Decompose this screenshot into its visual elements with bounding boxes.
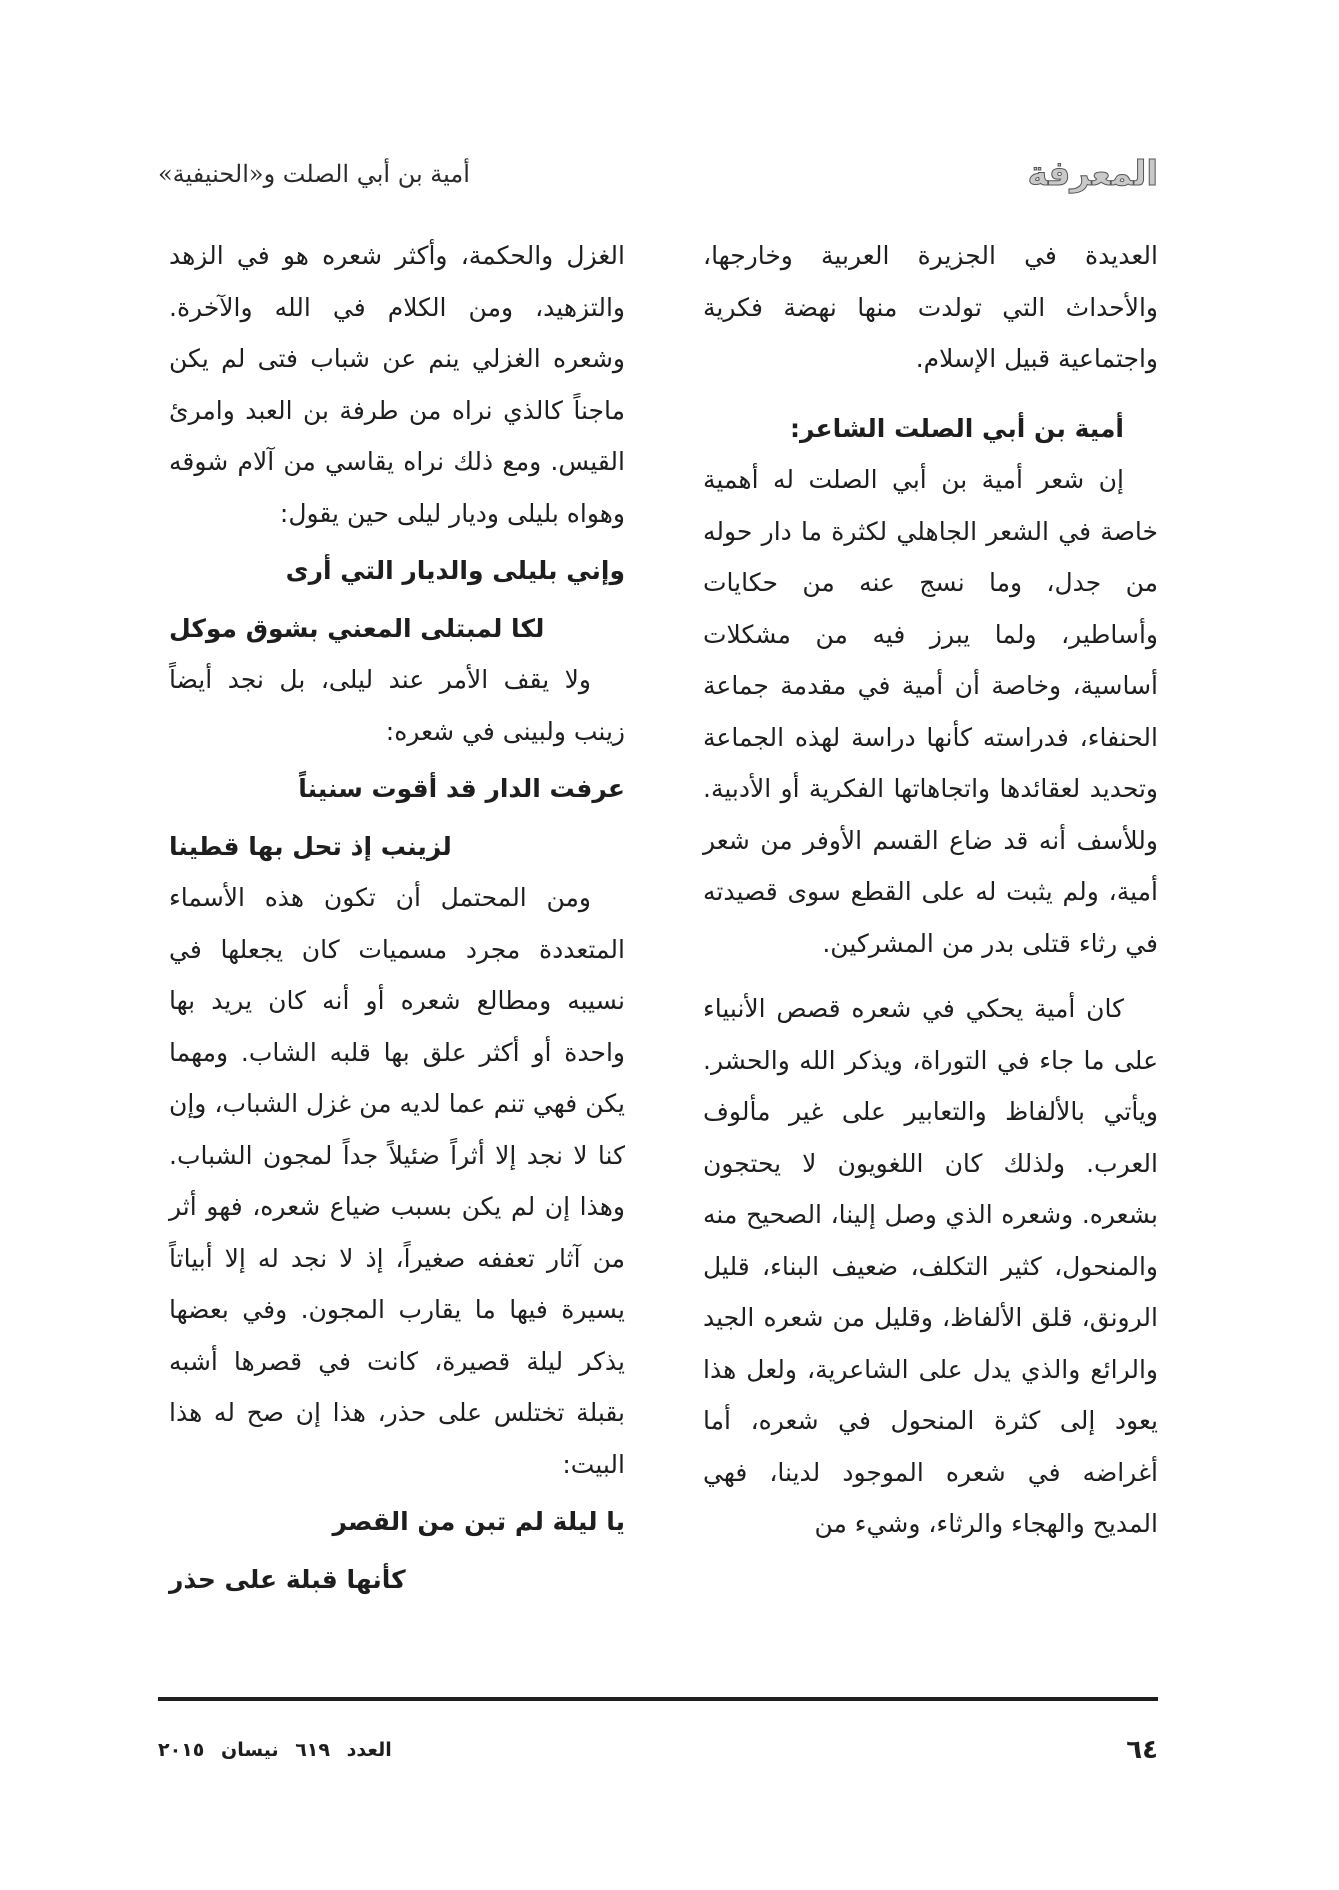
page-number: ٦٤	[1126, 1735, 1158, 1765]
section-heading: أمية بن أبي الصلت الشاعر:	[789, 413, 1124, 443]
footer-divider	[158, 1697, 1158, 1701]
running-title: أمية بن أبي الصلت و«الحنيفية»	[158, 160, 470, 188]
paragraph: إن شعر أمية بن أبي الصلت له أهمية خاصة في الشعر الجاهلي لكثرة ما دار حوله من جدل، وما نسج عنه من حكايات وأساطير، ولما يبرز فيه من مشكلات أساسية، وخاصة أن أمية في مقدمة جماعة الحنفاء، فدراسته كأنها دراسة لهذه الجماعة وتحديد لعقائدها واتجاهاتها الفكرية أو الأدبية. وللأسف أنه قد ضاع القسم الأوفر من شعر أمية، ولم يثبت له على القطع سوى قصيدته في رثاء قتلى بدر من المشركين.	[703, 465, 1158, 958]
verse-line: عرفت الدار قد أقوت سنيناً	[298, 774, 625, 803]
verse-line: لزينب إذ تحل بها قطينا	[169, 831, 452, 861]
paragraph: العديدة في الجزيرة العربية وخارجها، والأحداث التي تولدت منها نهضة فكرية واجتماعية قبيل الإسلام.	[703, 241, 1158, 373]
verse-line: يا ليلة لم تبن من القصر	[332, 1507, 625, 1536]
paragraph: ومن المحتمل أن تكون هذه الأسماء المتعددة مجرد مسميات كان يجعلها في نسيبه ومطالع شعره أو أنه كان يريد بها واحدة أو أكثر علق بها قلبه الشاب. ومهما يكن فهي تنم عما لديه من غزل الشباب، وإن كنا لا نجد إلا أثراً ضئيلاً جداً لمجون الشباب. وهذا إن لم يكن بسبب ضياع شعره، فهو أثر من آثار تعففه صغيراً، إذ لا نجد له إلا أبياتاً يسيرة فيها ما يقارب المجون. وفي بعضها يذكر ليلة قصيرة، كانت في قصرها أشبه بقبلة تختلس على حذر، هذا إن صح له هذا البيت:	[169, 883, 625, 1479]
verse-line: لكا لمبتلى المعني بشوق موكل	[169, 613, 545, 643]
page-header	[158, 150, 1158, 198]
issue-info: العدد ٦١٩ نيسان ٢٠١٥	[158, 1739, 392, 1761]
paragraph: الغزل والحكمة، وأكثر شعره هو في الزهد والتزهيد، ومن الكلام في الله والآخرة. وشعره الغزلي ينم عن شباب فتى لم يكن ماجناً كالذي نراه من طرفة بن العبد وامرئ القيس. ومع ذلك نراه يقاسي من آلام شوقه وهواه بليلى وديار ليلى حين يقول:	[169, 241, 625, 528]
verse-line: وإني بليلى والديار التي أرى	[285, 556, 625, 585]
paragraph: ولا يقف الأمر عند ليلى، بل نجد أيضاً زينب ولبينى في شعره:	[169, 665, 625, 746]
magazine-logo: المعرفة	[1027, 154, 1158, 194]
verse-line: كأنها قبلة على حذر	[169, 1564, 406, 1594]
page-footer	[158, 1730, 1158, 1770]
right-column	[703, 230, 1158, 1550]
left-column	[169, 230, 625, 1605]
paragraph: كان أمية يحكي في شعره قصص الأنبياء على ما جاء في التوراة، ويذكر الله والحشر. ويأتي بالألفاظ والتعابير على غير مألوف العرب. ولذلك كان اللغويون لا يحتجون بشعره. وشعره الذي وصل إلينا، الصحيح منه والمنحول، كثير التكلف، ضعيف البناء، قليل الرونق، قلق الألفاظ، وقليل من شعره الجيد والرائع والذي يدل على الشاعرية، ولعل هذا يعود إلى كثرة المنحول في شعره، أما أغراضه في شعره الموجود لدينا، فهي المديح والهجاء والرثاء، وشيء من	[703, 994, 1158, 1538]
